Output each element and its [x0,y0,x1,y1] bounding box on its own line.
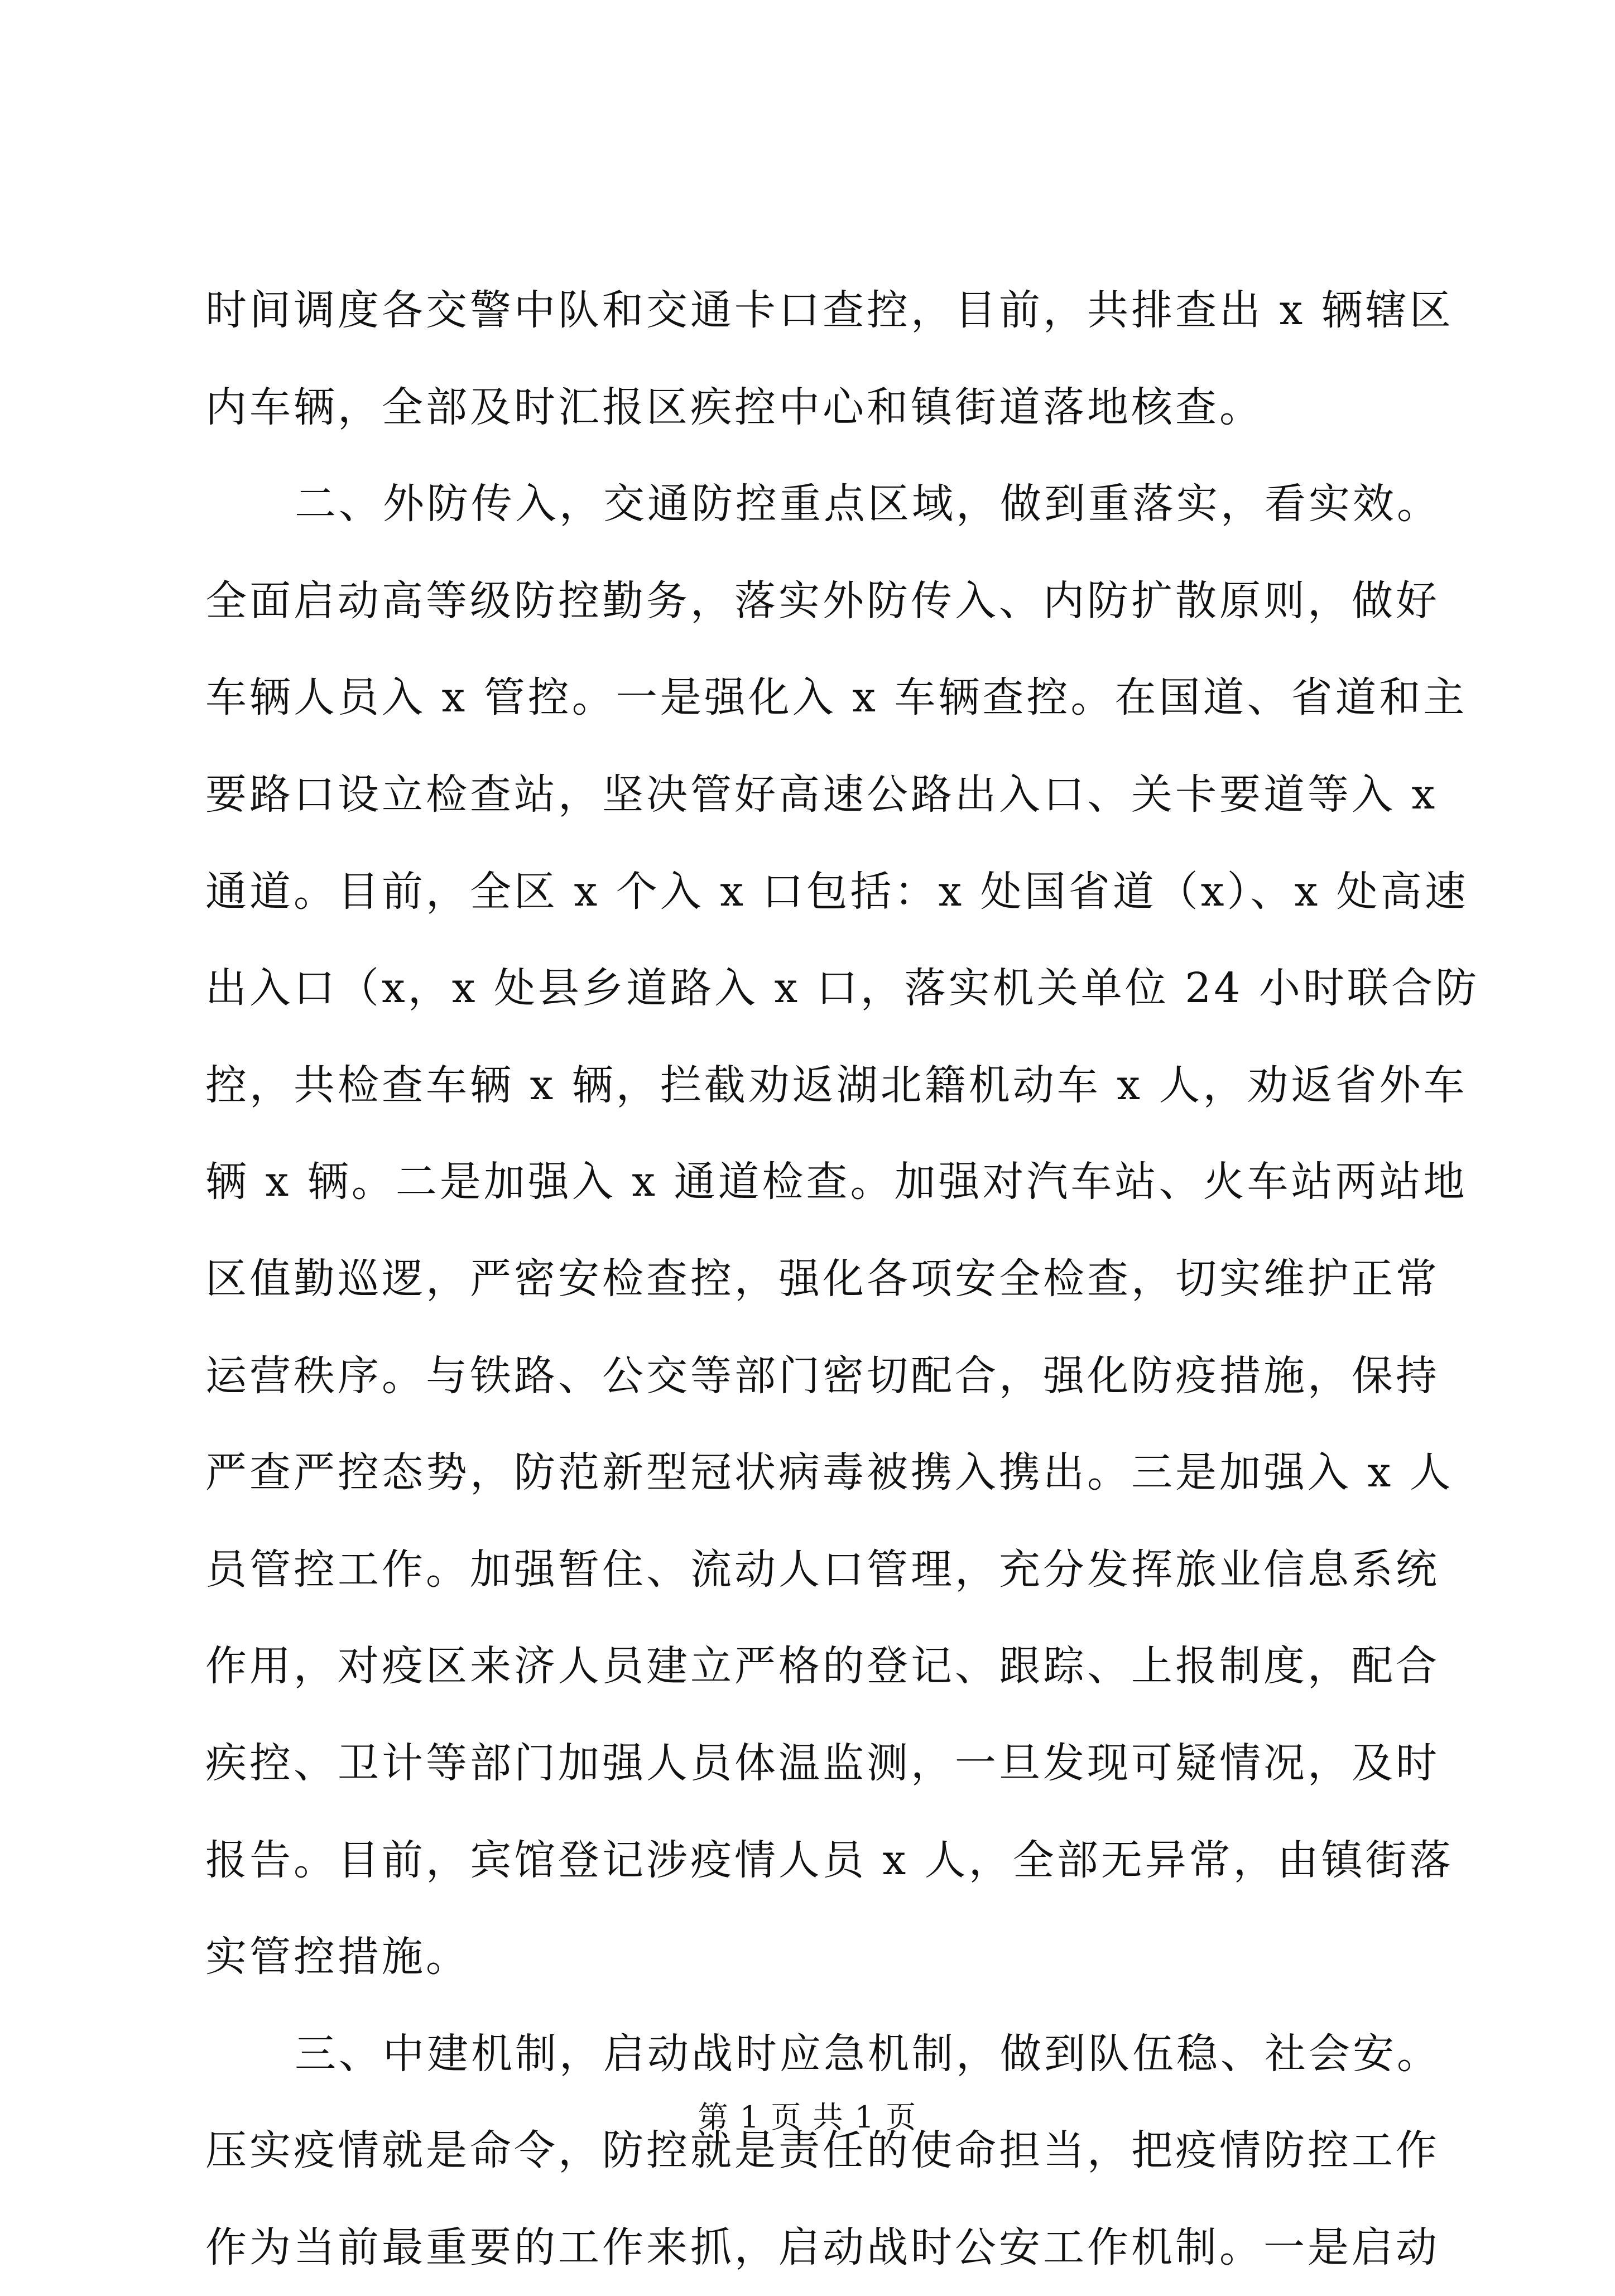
text-line: 出入口（x，x 处县乡道路入 x 口，落实机关单位 24 小时联合防 [205,964,1479,1013]
text-line: 作为当前最重要的工作来抓，启动战时公安工作机制。一是启动 [205,2223,1440,2271]
text-line: 严查严控态势，防范新型冠状病毒被携入携出。三是加强入 x 人 [205,1448,1454,1497]
text-line: 报告。目前，宾馆登记涉疫情人员 x 人，全部无异常，由镇街落 [205,1836,1454,1884]
text-line: 辆 x 辆。二是加强入 x 通道检查。加强对汽车站、火车站两站地 [205,1158,1468,1206]
body-text [205,262,1479,2296]
text-line: 控，共检查车辆 x 辆，拦截劝返湖北籍机动车 x 人，劝返省外车 [205,1061,1468,1109]
text-line: 时间调度各交警中队和交通卡口查控，目前，共排查出 x 辆辖区 [205,286,1454,334]
text-line: 实管控措施。 [205,1933,470,1981]
text-line: 内车辆，全部及时汇报区疾控中心和镇街道落地核查。 [205,383,1263,431]
text-line: 车辆人员入 x 管控。一是强化入 x 车辆查控。在国道、省道和主 [205,673,1468,722]
section-heading-line: 二、外防传入，交通防控重点区域，做到重落实，看实效。 [295,480,1441,528]
text-line: 员管控工作。加强暂住、流动人口管理，充分发挥旅业信息系统 [205,1545,1440,1594]
page-footer [0,2098,1615,2137]
text-line: 通道。目前，全区 x 个入 x 口包括：x 处国省道（x）、x 处高速 [205,867,1469,916]
text-line: 压实疫情就是命令，防控就是责任的使命担当，把疫情防控工作 [205,2126,1440,2175]
text-line: 作用，对疫区来济人员建立严格的登记、跟踪、上报制度，配合 [205,1642,1440,1691]
text-line: 运营秩序。与铁路、公交等部门密切配合，强化防疫措施，保持 [205,1351,1440,1400]
page-number-label: 第 1 页 共 1 页 [698,2100,917,2135]
section-heading-line: 三、中建机制，启动战时应急机制，做到队伍稳、社会安。 [295,2029,1441,2078]
text-line: 全面启动高等级防控勤务，落实外防传入、内防扩散原则，做好 [205,576,1440,625]
text-line: 区值勤巡逻，严密安检查控，强化各项安全检查，切实维护正常 [205,1254,1440,1303]
text-line: 疾控、卫计等部门加强人员体温监测，一旦发现可疑情况，及时 [205,1739,1440,1787]
text-line: 要路口设立检查站，坚决管好高速公路出入口、关卡要道等入 x [205,770,1438,819]
